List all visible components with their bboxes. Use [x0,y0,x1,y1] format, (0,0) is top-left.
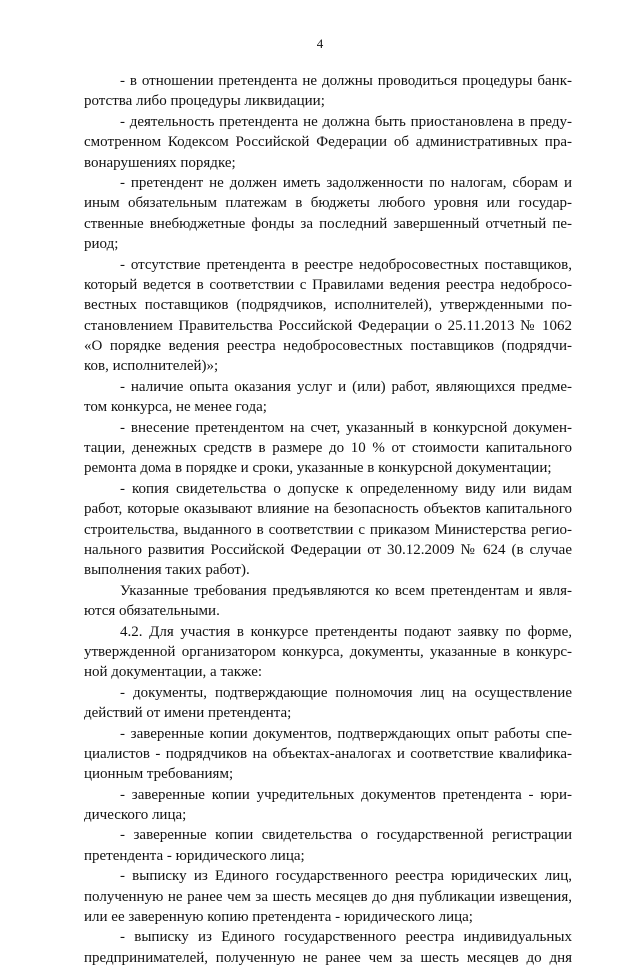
text-line: предпринимателей, полученную не ранее чем за шесть месяцев до дня [84,949,572,966]
document-body [84,71,572,968]
page-number: 4 [316,36,324,51]
text-line: ной документации, а также: [84,664,263,681]
text-line: - выписку из Единого государственного реестра индивидуальных [120,929,572,946]
text-line: выполнения таких работ). [84,562,250,579]
text-line: - заверенные копии учредительных документов претендента - юри- [120,786,572,803]
text-line: - копия свидетельства о допуске к определенному виду или видам [120,480,572,497]
text-line: - заверенные копии свидетельства о государственной регистрации [120,827,572,844]
text-line: вестных поставщиков (подрядчиков, исполнителей), утвержденными по- [84,297,572,314]
text-line: Указанные требования предъявляются ко всем претендентам и явля- [120,582,572,599]
text-line: действий от имени претендента; [84,705,292,722]
text-line: ротства либо процедуры ликвидации; [84,93,325,110]
text-line: риод; [84,236,119,253]
text-line: - претендент не должен иметь задолженности по налогам, сборам и [120,174,572,191]
text-line: ремонта дома в порядке и сроки, указанные в конкурсной документации; [84,460,552,477]
text-line: строительства, выданного в соответствии с приказом Министерства регио- [84,521,572,538]
text-line: ются обязательными. [84,603,220,620]
text-line: который ведется в соответствии с Правилами ведения реестра недобросо- [84,276,572,293]
text-line: 4.2. Для участия в конкурсе претенденты подают заявку по форме, [120,623,572,640]
text-line: становлением Правительства Российской Федерации о 25.11.2013 № 1062 [84,317,572,334]
text-line: иным обязательным платежам в бюджеты любого уровня или государ- [84,195,572,212]
text-line: смотренном Кодексом Российской Федерации об административных пра- [84,134,572,151]
text-line: дического лица; [84,807,187,824]
text-line: работ, которые оказывают влияние на безопасность объектов капитального [84,501,572,518]
text-line: ционным требованиям; [84,766,234,783]
text-line: утвержденной организатором конкурса, документы, указанные в конкурс- [84,643,572,660]
text-line: - отсутствие претендента в реестре недобросовестных поставщиков, [120,256,572,273]
text-line: вонарушениях порядке; [84,154,236,171]
text-line: «О порядке ведения реестра недобросовестных поставщиков (подрядчи- [84,338,572,355]
text-line: - внесение претендентом на счет, указанный в конкурсной докумен- [120,419,572,436]
text-line: нального развития Российской Федерации от 30.12.2009 № 624 (в случае [84,541,572,558]
text-line: или ее заверенную копию претендента - юридического лица; [84,909,473,926]
text-line: - документы, подтверждающие полномочия лиц на осуществление [120,684,572,701]
text-line: - в отношении претендента не должны проводиться процедуры банк- [120,73,572,89]
text-line: - заверенные копии документов, подтверждающих опыт работы спе- [120,725,572,742]
text-line: том конкурса, не менее года; [84,399,267,416]
text-line: тации, денежных средств в размере до 10 % от стоимости капитального [84,440,572,457]
text-line: ственные внебюджетные фонды за последний завершенный отчетный пе- [84,215,572,232]
text-line: - деятельность претендента не должна быть приостановлена в преду- [120,113,572,130]
text-line: - выписку из Единого государственного реестра юридических лиц, [120,868,572,885]
text-line: полученную не ранее чем за шесть месяцев до дня публикации извещения, [84,888,572,905]
text-line: претендента - юридического лица; [84,847,305,864]
text-line: циалистов - подрядчиков на объектах-аналогах и соответствие квалифика- [84,745,572,762]
text-line: - наличие опыта оказания услуг и (или) работ, являющихся предме- [120,378,572,395]
text-line: ков, исполнителей)»; [84,358,219,375]
